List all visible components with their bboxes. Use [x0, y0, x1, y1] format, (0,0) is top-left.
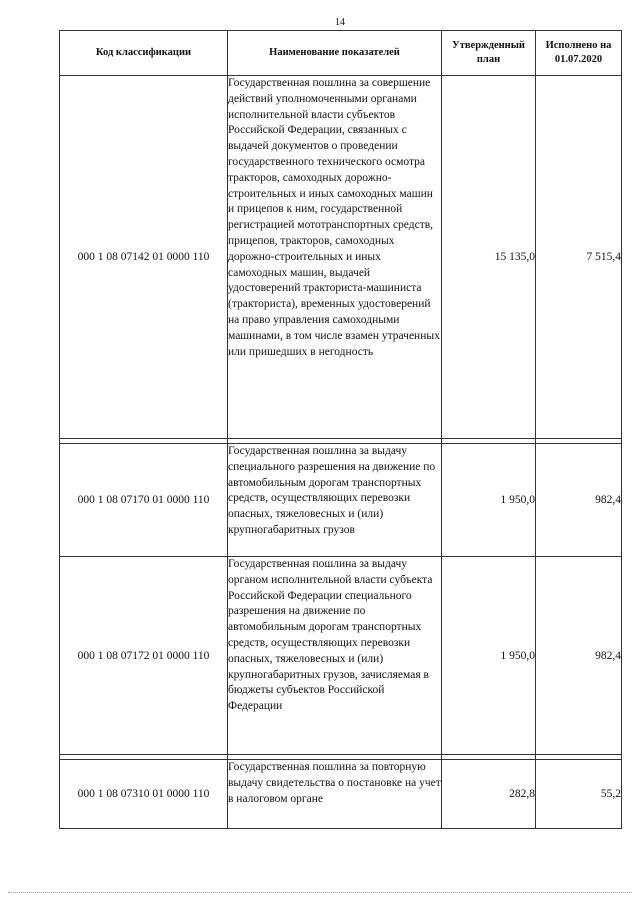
- footer-divider: [8, 892, 632, 893]
- row-name: Государственная пошлина за совершение действий уполномоченными органами исполнительной власти субъектов Российской Федерации, связанных с выдачей документов о проведении государственного технического осмотра тракторов, самоходных дорожно-строительных и иных самоходных машин и прицепов к ним, государственной регистрацией мототранспортных средств, прицепов, тракторов, самоходных дорожно-строительных и иных самоходных машин, выдачей удостоверений тракториста-машиниста (тракториста), временных удостоверений на право управления самоходными машинами, в том числе взамен утраченных или пришедших в негодность: [228, 76, 442, 439]
- row-plan: 1 950,0: [442, 444, 536, 557]
- revenue-table: [59, 30, 622, 829]
- row-name: Государственная пошлина за повторную выдачу свидетельства о постановке на учет в налоговом органе: [228, 760, 442, 829]
- row-executed: 982,4: [536, 444, 622, 557]
- table-row: [60, 557, 622, 755]
- row-executed: 55,2: [536, 760, 622, 829]
- row-plan: 1 950,0: [442, 557, 536, 755]
- table-row: [60, 444, 622, 557]
- row-plan: 15 135,0: [442, 76, 536, 439]
- row-code: 000 1 08 07170 01 0000 110: [60, 444, 228, 557]
- row-plan: 282,8: [442, 760, 536, 829]
- row-code: 000 1 08 07172 01 0000 110: [60, 557, 228, 755]
- table-header-row: [60, 31, 622, 76]
- header-code: Код классификации: [60, 31, 228, 76]
- row-code: 000 1 08 07310 01 0000 110: [60, 760, 228, 829]
- header-executed: Исполнено на 01.07.2020: [536, 31, 622, 76]
- row-name: Государственная пошлина за выдачу органом исполнительной власти субъекта Российской Федерации специального разрешения на движение по автомобильным дорогам транспортных средств, осуществляющих перевозки опасных, тяжеловесных и (или) крупногабаритных грузов, зачисляемая в бюджеты субъектов Российской Федерации: [228, 557, 442, 755]
- header-plan: Утвержденный план: [442, 31, 536, 76]
- row-executed: 982,4: [536, 557, 622, 755]
- row-code: 000 1 08 07142 01 0000 110: [60, 76, 228, 439]
- table-row: [60, 76, 622, 439]
- row-name: Государственная пошлина за выдачу специального разрешения на движение по автомобильным дорогам транспортных средств, осуществляющих перевозки опасных, тяжеловесных и (или) крупногабаритных грузов: [228, 444, 442, 557]
- page-number: 14: [335, 17, 345, 28]
- row-executed: 7 515,4: [536, 76, 622, 439]
- table-row: [60, 760, 622, 829]
- header-name: Наименование показателей: [228, 31, 442, 76]
